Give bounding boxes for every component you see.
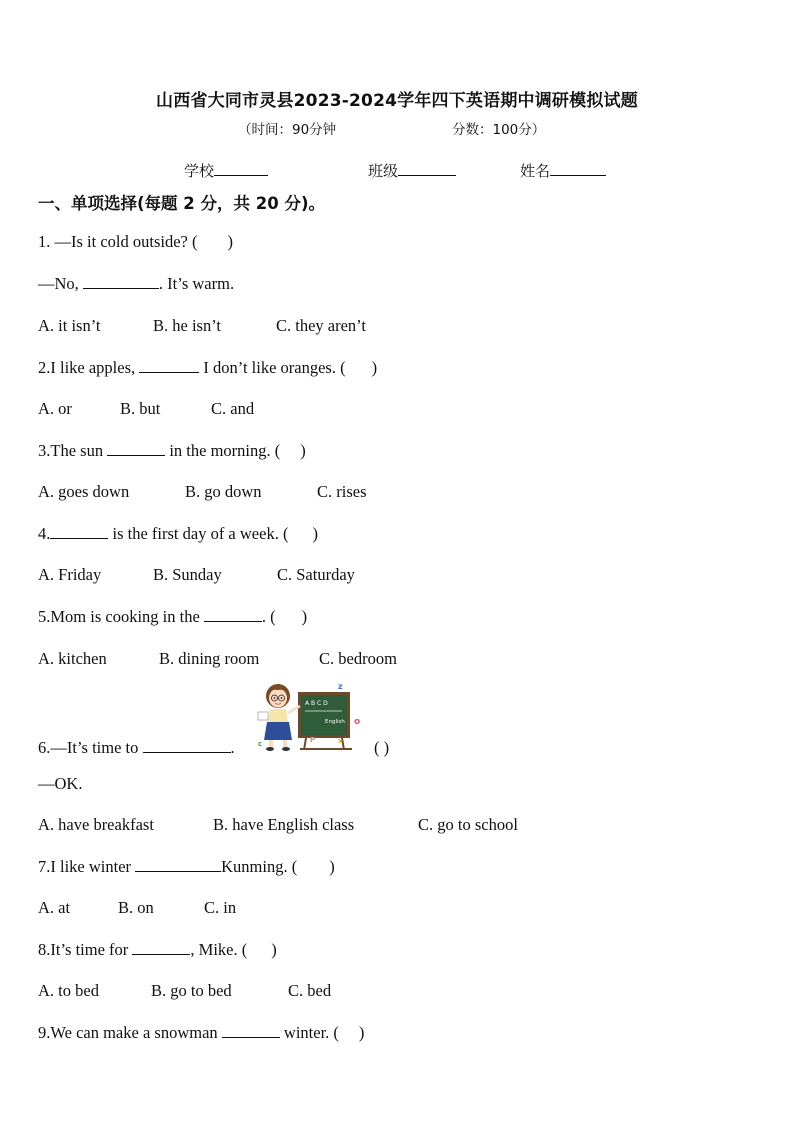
page-title: 山西省大同市灵县2023-2024学年四下英语期中调研模拟试题 xyxy=(156,91,638,111)
girl-skirt xyxy=(264,722,292,740)
answer-blank[interactable] xyxy=(132,940,190,955)
board-word: English xyxy=(325,719,345,725)
answer-blank[interactable] xyxy=(135,857,221,872)
q4-option-b[interactable]: B. Sunday xyxy=(153,565,222,584)
q4-option-c[interactable]: C. Saturday xyxy=(277,565,355,584)
floating-letter-c: c xyxy=(258,740,263,748)
q6-option-c[interactable]: C. go to school xyxy=(418,815,518,834)
answer-blank[interactable] xyxy=(222,1023,280,1038)
q6-option-b[interactable]: B. have English class xyxy=(213,815,355,834)
q2-option-a[interactable]: A. or xyxy=(38,399,72,418)
question-6-bracket: ( ) xyxy=(374,738,390,757)
shoe-left xyxy=(266,747,274,751)
question-8-stem: 8.It’s time for , Mike. ( ) xyxy=(38,940,277,959)
question-6-stem: 6.—It’s time to . xyxy=(38,738,235,757)
q3-option-a[interactable]: A. goes down xyxy=(38,482,130,501)
answer-blank[interactable] xyxy=(143,738,231,753)
class-field[interactable] xyxy=(368,160,456,181)
class-label: 班级 xyxy=(368,162,399,180)
school-blank[interactable] xyxy=(214,160,268,176)
q7-option-c[interactable]: C. in xyxy=(204,898,237,917)
exam-time: （时间：90分钟 xyxy=(238,122,337,138)
question-3-stem: 3.The sun in the morning. ( ) xyxy=(38,441,306,460)
name-field[interactable] xyxy=(520,160,606,181)
question-1-line2: —No, . It’s warm. xyxy=(38,274,235,293)
answer-blank[interactable] xyxy=(50,524,108,539)
teacher-blackboard-illustration xyxy=(254,680,366,752)
shoe-right xyxy=(282,747,290,751)
school-label: 学校 xyxy=(184,162,215,180)
answer-blank[interactable] xyxy=(107,441,165,456)
q2-option-b[interactable]: B. but xyxy=(120,399,161,418)
q3-option-c[interactable]: C. rises xyxy=(317,482,367,501)
q3-option-b[interactable]: B. go down xyxy=(185,482,262,501)
floating-letter-p: P xyxy=(310,736,316,744)
q2-option-c[interactable]: C. and xyxy=(211,399,255,418)
answer-blank[interactable] xyxy=(83,274,159,289)
name-label: 姓名 xyxy=(520,162,551,180)
q7-option-b[interactable]: B. on xyxy=(118,898,154,917)
question-9-stem: 9.We can make a snowman winter. ( ) xyxy=(38,1023,365,1042)
answer-blank[interactable] xyxy=(139,358,199,373)
q8-option-a[interactable]: A. to bed xyxy=(38,981,99,1000)
q6-option-a[interactable]: A. have breakfast xyxy=(38,815,154,834)
floating-letter-x: x xyxy=(338,737,343,745)
school-field[interactable] xyxy=(184,160,268,181)
exam-score: 分数：100分） xyxy=(452,122,546,138)
q5-option-c[interactable]: C. bedroom xyxy=(319,649,397,668)
q1-option-a[interactable]: A. it isn’t xyxy=(38,316,101,335)
q5-option-a[interactable]: A. kitchen xyxy=(38,649,107,668)
board-letters: A B C D xyxy=(305,700,328,707)
section-title: 一、单项选择(每题 2 分，共 20 分)。 xyxy=(38,194,326,213)
class-blank[interactable] xyxy=(398,160,456,176)
question-2-stem: 2.I like apples, I don’t like oranges. ( ) xyxy=(38,358,378,377)
question-6-line2: —OK. xyxy=(38,774,83,793)
answer-blank[interactable] xyxy=(204,607,262,622)
q7-option-a[interactable]: A. at xyxy=(38,898,71,917)
q8-option-b[interactable]: B. go to bed xyxy=(151,981,232,1000)
floating-letter-o: o xyxy=(354,717,361,727)
name-blank[interactable] xyxy=(550,160,606,176)
floating-letter-z: z xyxy=(338,682,343,691)
question-4-stem: 4. is the first day of a week. ( ) xyxy=(38,524,318,543)
q5-option-b[interactable]: B. dining room xyxy=(159,649,260,668)
q1-option-c[interactable]: C. they aren’t xyxy=(276,316,366,335)
q8-option-c[interactable]: C. bed xyxy=(288,981,332,1000)
question-1-stem: 1. —Is it cold outside? ( ) xyxy=(38,232,233,251)
question-5-stem: 5.Mom is cooking in the . ( ) xyxy=(38,607,308,626)
question-7-stem: 7.I like winter Kunming. ( ) xyxy=(38,857,335,876)
q1-option-b[interactable]: B. he isn’t xyxy=(153,316,221,335)
q4-option-a[interactable]: A. Friday xyxy=(38,565,102,584)
girl-shirt xyxy=(268,709,288,722)
book-icon xyxy=(258,712,268,720)
